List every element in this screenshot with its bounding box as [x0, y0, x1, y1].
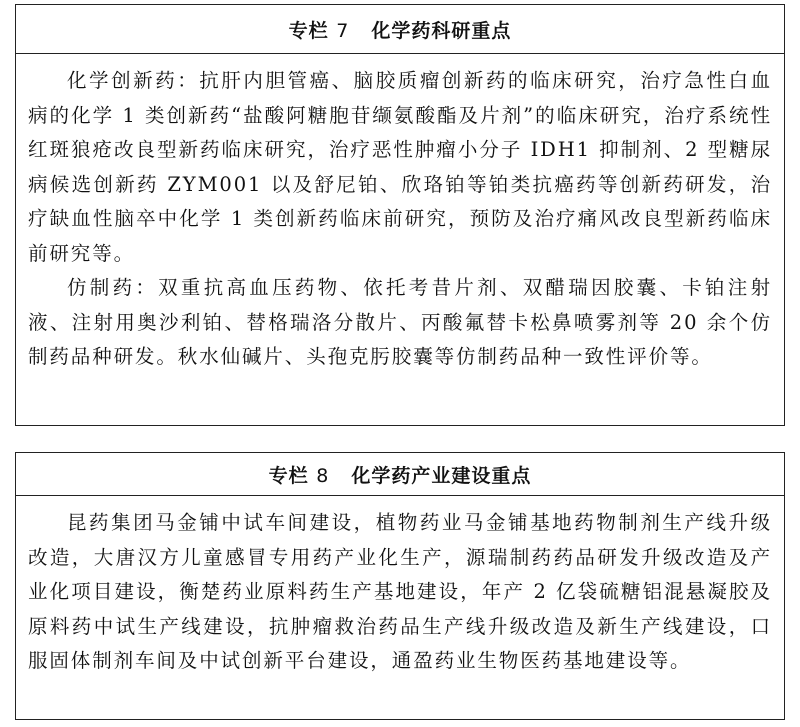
panel-7-header: [16, 5, 784, 54]
paragraph-innovative-drugs: 化学创新药：抗肝内胆管癌、脑胶质瘤创新药的临床研究，治疗急性白血病的化学 1 类创新药“盐酸阿糖胞苷缬氨酸酯及片剂”的临床研究，治疗系统性红斑狼疮改良型新药临床研究，治疗恶性肿瘤小分子 IDH1 抑制剂、2 型糖尿病候选创新药 ZYM001 以及舒尼铂、欣珞铂等铂类抗癌药等创新药研发，治疗缺血性脑卒中化学 1 类创新药临床前研究，预防及治疗痛风改良型新药临床前研究等。: [28, 69, 772, 265]
panel-7-number: 专栏 7: [288, 19, 350, 42]
panel-7-body: [16, 54, 784, 375]
panel-8-body: [16, 496, 784, 679]
panel-8: [15, 452, 785, 720]
paragraph-industry-construction: 昆药集团马金铺中试车间建设，植物药业马金铺基地药物制剂生产线升级改造，大唐汉方儿童感冒专用药产业化生产，源瑞制药药品研发升级改造及产业化项目建设，衡楚药业原料药生产基地建设，年产 2 亿袋硫糖铝混悬凝胶及原料药中试生产线建设，抗肿瘤救治药品生产线升级改造及新生产线建设，口服固体制剂车间及中试创新平台建设，通盈药业生物医药基地建设等。: [28, 511, 772, 672]
panel-8-number: 专栏 8: [268, 464, 330, 487]
panel-7: [15, 4, 785, 426]
panel-8-title: 化学药产业建设重点: [351, 464, 532, 487]
panel-7-title: 化学药科研重点: [371, 19, 512, 42]
paragraph-generic-drugs: 仿制药：双重抗高血压药物、依托考昔片剂、双醋瑞因胶囊、卡铂注射液、注射用奥沙利铂、替格瑞洛分散片、丙酸氟替卡松鼻喷雾剂等 20 余个仿制药品种研发。秋水仙碱片、头孢克肟胶囊等仿制药品种一致性评价等。: [28, 276, 772, 368]
panel-8-header: [16, 453, 784, 496]
